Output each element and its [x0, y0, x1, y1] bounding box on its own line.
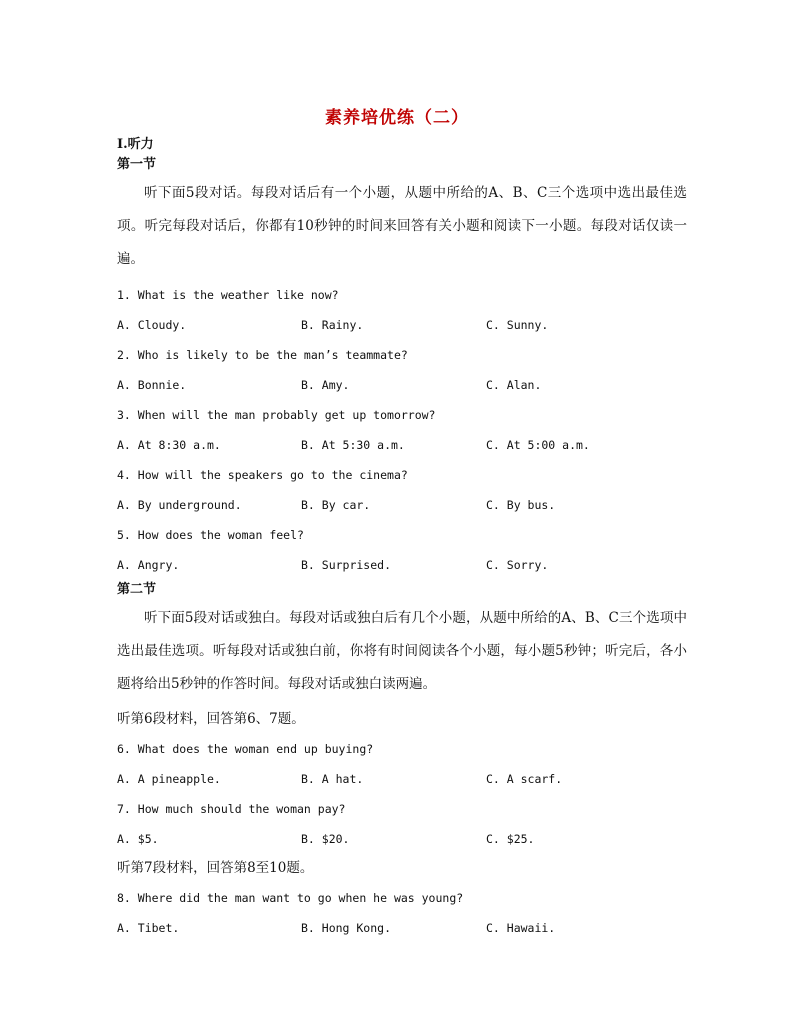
question-text: 3. When will the man probably get up tomorrow?: [117, 408, 436, 422]
section1-heading: 第一节: [117, 157, 157, 172]
question-item: [117, 344, 687, 396]
option-b: B. At 5:30 a.m.: [301, 438, 405, 452]
option-a: A. Bonnie.: [117, 378, 187, 392]
option-b: B. A hat.: [301, 772, 364, 786]
question-text: 4. How will the speakers go to the cinema?: [117, 468, 408, 482]
question-item: [117, 887, 687, 939]
question-text: 8. Where did the man want to go when he was young?: [117, 891, 464, 905]
option-b: B. Surprised.: [301, 558, 392, 572]
material-7-label: 听第7段材料，回答第8至10题。: [117, 860, 314, 876]
question-text: 7. How much should the woman pay?: [117, 802, 346, 816]
option-a: A. Tibet.: [117, 921, 180, 935]
option-c: C. Alan.: [486, 378, 542, 392]
option-a: A. $5.: [117, 832, 159, 846]
option-c: C. $25.: [486, 832, 535, 846]
question-item: [117, 284, 687, 336]
question-text: 2. Who is likely to be the man’s teammate?: [117, 348, 408, 362]
option-c: C. At 5:00 a.m.: [486, 438, 590, 452]
section1-questions: [117, 284, 687, 576]
option-a: A. At 8:30 a.m.: [117, 438, 221, 452]
page-title: 素养培优练（二）: [325, 108, 469, 128]
question-text: 1. What is the weather like now?: [117, 288, 339, 302]
material-6-label: 听第6段材料，回答第6、7题。: [117, 711, 305, 727]
option-a: A. By underground.: [117, 498, 242, 512]
option-a: A. Angry.: [117, 558, 180, 572]
question-options: [117, 768, 687, 790]
question-text: 6. What does the woman end up buying?: [117, 742, 374, 756]
question-options: [117, 828, 687, 850]
question-options: [117, 554, 687, 576]
material-7-questions: [117, 887, 687, 939]
option-b: B. Rainy.: [301, 318, 364, 332]
option-a: A. A pineapple.: [117, 772, 221, 786]
option-b: B. $20.: [301, 832, 350, 846]
question-options: [117, 917, 687, 939]
option-c: C. By bus.: [486, 498, 556, 512]
question-item: [117, 404, 687, 456]
section2-heading: 第二节: [117, 582, 157, 597]
option-c: C. Sorry.: [486, 558, 549, 572]
question-item: [117, 738, 687, 790]
document-body: [117, 135, 687, 939]
option-c: C. Hawaii.: [486, 921, 556, 935]
option-c: C. Sunny.: [486, 318, 549, 332]
question-options: [117, 314, 687, 336]
option-b: B. By car.: [301, 498, 371, 512]
question-options: [117, 494, 687, 516]
question-options: [117, 434, 687, 456]
question-item: [117, 798, 687, 850]
question-options: [117, 374, 687, 396]
question-item: [117, 524, 687, 576]
part-heading: Ⅰ.听力: [117, 137, 154, 152]
material-6-questions: [117, 738, 687, 850]
question-text: 5. How does the woman feel?: [117, 528, 304, 542]
section1-instructions: 听下面5段对话。每段对话后有一个小题，从题中所给的A、B、C三个选项中选出最佳选项。听完每段对话后，你都有10秒钟的时间来回答有关小题和阅读下一小题。每段对话仅读一遍。: [117, 185, 687, 267]
option-a: A. Cloudy.: [117, 318, 187, 332]
option-b: B. Amy.: [301, 378, 350, 392]
section2-instructions: 听下面5段对话或独白。每段对话或独白后有几个小题，从题中所给的A、B、C三个选项中选出最佳选项。听每段对话或独白前，你将有时间阅读各个小题，每小题5秒钟；听完后，各小题将给出5秒钟的作答时间。每段对话或独白读两遍。: [117, 610, 687, 692]
question-item: [117, 464, 687, 516]
option-c: C. A scarf.: [486, 772, 563, 786]
option-b: B. Hong Kong.: [301, 921, 392, 935]
